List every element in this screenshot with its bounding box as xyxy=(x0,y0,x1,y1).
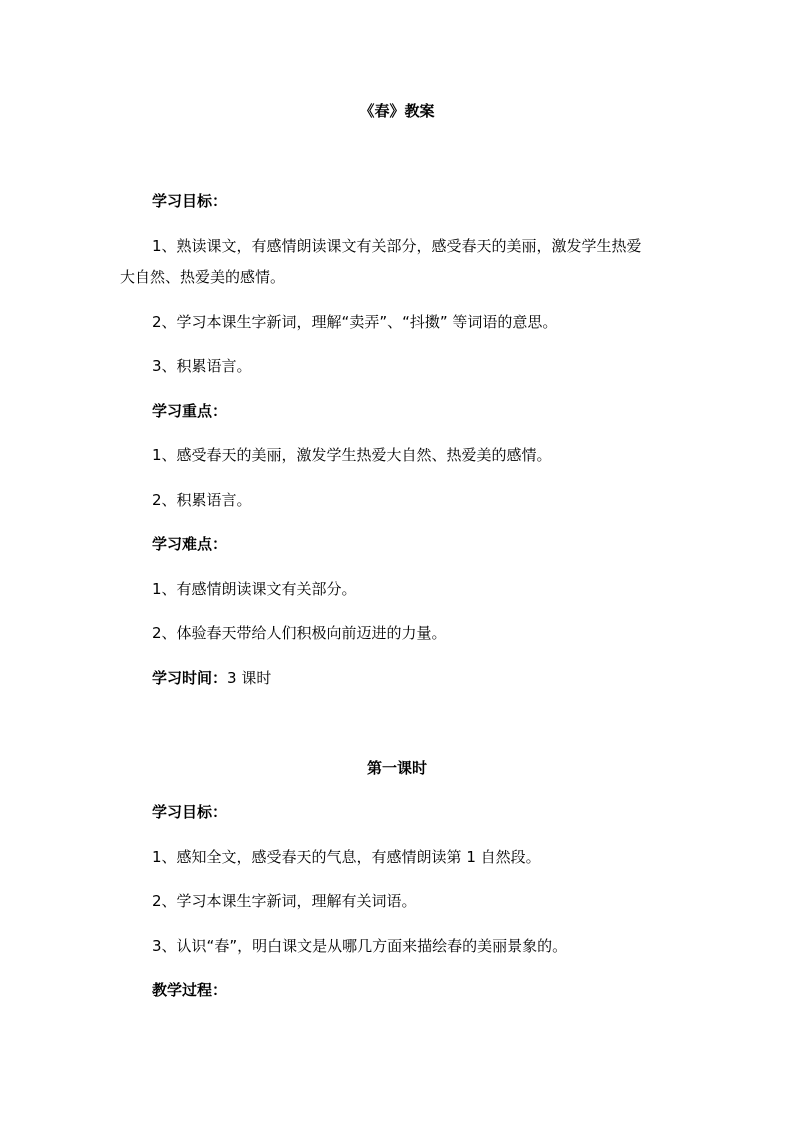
lesson-1-goal-item-1: 1、感知全文，感受春天的气息，有感情朗读第 1 自然段。 xyxy=(152,848,541,866)
key-points-heading: 学习重点： xyxy=(152,402,228,420)
document-title: 《春》教案 xyxy=(359,102,435,120)
lesson-1-goal-item-2: 2、学习本课生字新词，理解有关词语。 xyxy=(152,892,417,910)
learning-goals-heading: 学习目标： xyxy=(152,192,228,210)
lesson-1-title: 第一课时 xyxy=(366,759,427,777)
study-time-value: 3 课时 xyxy=(227,669,272,687)
difficulty-item-1: 1、有感情朗读课文有关部分。 xyxy=(152,580,357,598)
key-point-item-2: 2、积累语言。 xyxy=(152,491,252,509)
goal-item-3: 3、积累语言。 xyxy=(152,357,252,375)
goal-item-1-line-2: 大自然、热爱美的感情。 xyxy=(120,268,286,286)
goal-item-1-line-1: 1、熟读课文，有感情朗读课文有关部分，感受春天的美丽，激发学生热爱 xyxy=(152,237,642,255)
difficulty-item-2: 2、体验春天带给人们积极向前迈进的力量。 xyxy=(152,624,447,642)
teaching-process-heading: 教学过程： xyxy=(152,981,228,999)
difficulties-heading: 学习难点： xyxy=(152,535,228,553)
goal-item-2: 2、学习本课生字新词，理解“卖弄”、“抖擞” 等词语的意思。 xyxy=(152,313,558,331)
lesson-1-goal-item-3: 3、认识“春”，明白课文是从哪几方面来描绘春的美丽景象的。 xyxy=(152,937,568,955)
key-point-item-1: 1、感受春天的美丽，激发学生热爱大自然、热爱美的感情。 xyxy=(152,446,552,464)
study-time-label: 学习时间： xyxy=(152,669,228,687)
study-time-line xyxy=(152,668,271,688)
lesson-1-goals-heading: 学习目标： xyxy=(152,803,228,821)
